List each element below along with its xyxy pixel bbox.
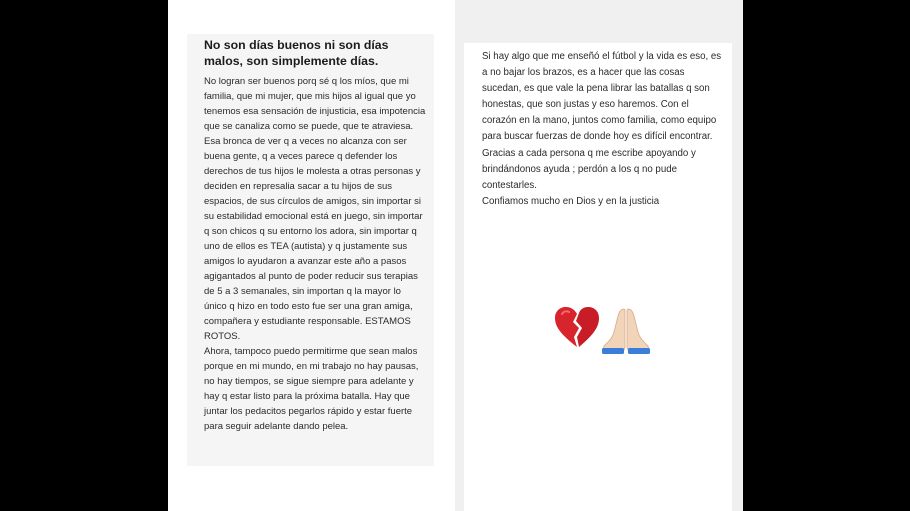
right-paragraph-1: Si hay algo que me enseñó el fútbol y la vida es eso, es a no bajar los brazos, es a hacer que las cosas sucedan, es que vale la pena librar las batallas q son honestas, que son justas y eso haremos. Con el corazón en la mano, juntos como familia, como equipo para buscar fuerzas de donde hoy es difícil encontrar.	[482, 51, 722, 143]
left-story-text	[204, 74, 426, 434]
right-paragraph-2: Gracias a cada persona q me escribe apoyando y brindándonos ayuda ; perdón a los q no pude contestarles.	[482, 147, 696, 191]
story-title: No son días buenos ni son días malos, son simplemente días.	[204, 38, 389, 68]
folded-hands-icon	[600, 306, 652, 354]
right-paragraph-3: Confiamos mucho en Dios y en la justicia	[482, 195, 660, 207]
left-paragraph-2: Ahora, tampoco puedo permitirme que sean malos porque en mi mundo, en mi trabajo no hay pausas, no hay tiempos, se sigue siempre para adelante y hay q estar listo para la próxima batalla. Hay que juntar los pedacitos pegarlos rápido y estar fuerte para seguir adelante dando pelea.	[204, 346, 419, 432]
right-story-text	[482, 49, 722, 210]
emoji-row	[554, 306, 654, 354]
left-paragraph-1: No logran ser buenos porq sé q los míos, que mi familia, que mi mujer, que mis hijos al igual que yo tenemos esa sensación de injusticia, esa impotencia que se canaliza como se puede, que te atraviesa. Esa bronca de ver q a veces no alcanza con ser buena gente, q a veces parece q defender los derechos de tus hijos le molesta a otras personas y deciden en represalia sacar a tu hijos de sus espacios, de sus círculos de amigos, sin importar si su estabilidad emocional está en juego, sin importar q son chicos q su entorno los adora, sin importar q uno de ellos es TEA (autista) y q justamente sus amigos lo ayudaron a avanzar este año a pasos agigantados al punto de poder reducir sus terapias de 5 a 3 semanales, sin importan q la mayor lo único q hizo en todo esto fue ser una gran amiga, compañera y estudiante responsable. ESTAMOS ROTOS.	[204, 76, 426, 342]
broken-heart-icon	[554, 306, 600, 350]
